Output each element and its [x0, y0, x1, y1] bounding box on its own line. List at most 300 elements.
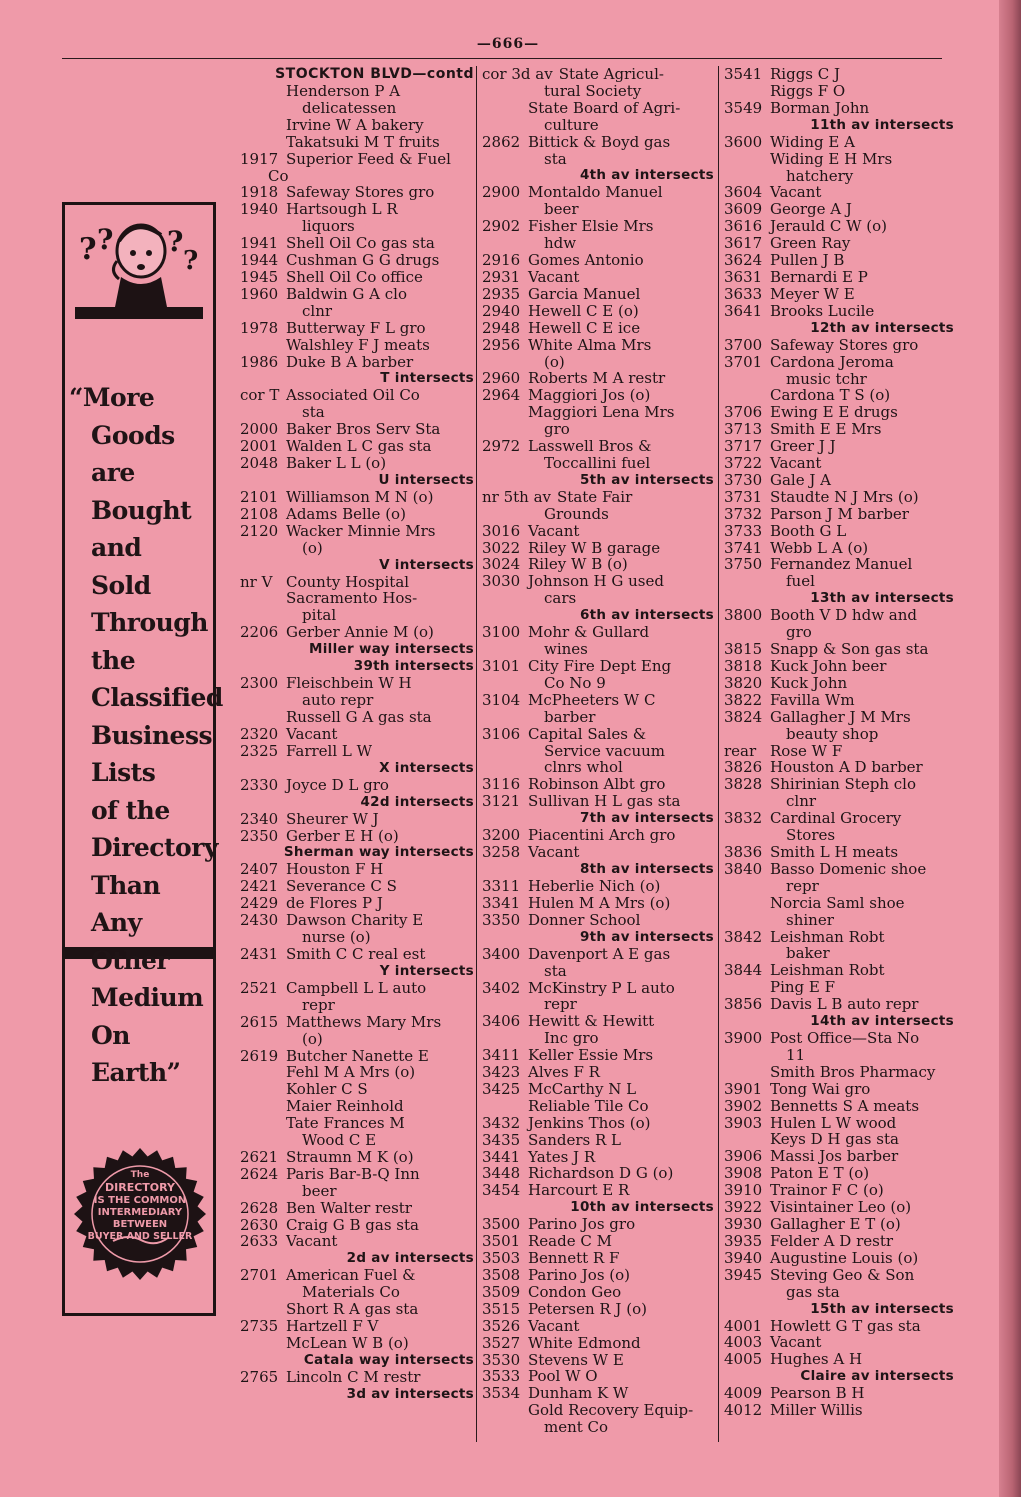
directory-entry: [482, 556, 714, 573]
directory-entry: [724, 286, 954, 303]
directory-entry: [482, 1132, 714, 1149]
directory-entry: [240, 168, 474, 185]
directory-entry: [724, 1216, 954, 1233]
directory-entry: [724, 1250, 954, 1267]
house-number: [482, 506, 528, 523]
house-number: 3508: [482, 1266, 521, 1284]
entry-text: Miller Willis: [770, 1401, 863, 1420]
house-number: 3530: [482, 1350, 521, 1369]
directory-entry: [482, 996, 714, 1013]
directory-entry: [240, 354, 474, 371]
directory-entry: [482, 573, 714, 590]
ad-slogan-line: the: [91, 645, 136, 675]
house-number: 2350: [240, 826, 279, 845]
entry-text: hdw: [544, 234, 577, 253]
directory-entry: [724, 979, 954, 996]
entry-text: Superior Feed & Fuel: [286, 149, 451, 168]
entry-text: Sacramento Hos-: [286, 589, 418, 608]
entry-text: repr: [544, 995, 577, 1014]
house-number: 2430: [240, 911, 279, 930]
directory-entry: [240, 811, 474, 828]
entry-text: Cardinal Grocery: [770, 809, 902, 828]
house-number: [724, 371, 770, 388]
directory-entry: [240, 929, 474, 946]
intersection-heading: X intersects: [379, 759, 474, 776]
ad-slogan-line: Classified: [91, 683, 223, 712]
entry-text: Russell G A gas sta: [286, 708, 432, 726]
directory-entry: [482, 370, 714, 387]
entry-text: Riggs C J: [770, 65, 841, 83]
directory-entry: [482, 675, 714, 692]
entry-text: de Flores P J: [286, 894, 383, 913]
house-number: cor T: [240, 386, 280, 405]
intersection-heading: 9th av intersects: [579, 928, 714, 945]
directory-entry: [482, 878, 714, 895]
entry-text: Keller Essie Mrs: [528, 1046, 654, 1065]
directory-entry: [482, 1267, 714, 1284]
directory-entry: [724, 692, 954, 709]
directory-entry: [240, 303, 474, 320]
entry-text: Wacker Minnie Mrs: [286, 521, 436, 540]
house-number: 3701: [724, 352, 763, 371]
house-number: [482, 151, 528, 168]
directory-entry: [240, 387, 474, 404]
entry-text: Shell Oil Co gas sta: [286, 234, 435, 253]
ad-slogan-line: On: [91, 1020, 130, 1050]
entry-text: Borman John: [770, 98, 870, 117]
directory-entry: [240, 117, 474, 134]
house-number: 1960: [240, 284, 279, 303]
directory-entry: [240, 235, 474, 252]
directory-entry: [724, 438, 954, 455]
entry-text: Co No 9: [544, 673, 606, 692]
entry-text: Shirinian Steph clo: [770, 775, 916, 794]
house-number: 3022: [482, 538, 521, 557]
entry-text: Heberlie Nich (o): [528, 876, 661, 895]
entry-text: Robinson Albt gro: [528, 775, 666, 794]
house-number: [482, 1098, 528, 1115]
entry-text: Hewell C E ice: [528, 318, 641, 337]
directory-entry: [240, 337, 474, 354]
ad-slogan-line: Directory: [91, 833, 218, 862]
directory-entry: [240, 489, 474, 506]
entry-text: Norcia Saml shoe: [770, 893, 905, 912]
house-number: [240, 83, 286, 100]
house-number: 3840: [724, 859, 763, 878]
house-number: 2624: [240, 1164, 279, 1183]
entry-text: Alves F R: [528, 1063, 600, 1082]
entry-text: Steving Geo & Son: [770, 1265, 915, 1284]
ad-slogan-line: Lists: [91, 758, 156, 787]
directory-entry: [724, 506, 954, 523]
directory-entry: [240, 709, 474, 726]
directory-column-2: [482, 66, 714, 1436]
entry-text: Baker L L (o): [286, 454, 387, 473]
house-number: 2521: [240, 978, 279, 997]
house-number: 3832: [724, 809, 763, 828]
entry-text: Vacant: [528, 1316, 580, 1335]
entry-text: Fehl M A Mrs (o): [286, 1063, 416, 1082]
entry-text: delicatessen: [302, 98, 397, 117]
house-number: 4001: [724, 1316, 763, 1335]
house-number: 3722: [724, 454, 763, 473]
house-number: [724, 151, 770, 168]
directory-entry: [482, 489, 714, 506]
directory-entry: [482, 1250, 714, 1267]
entry-text: shiner: [786, 910, 834, 929]
house-number: 2325: [240, 741, 279, 760]
directory-entry: [482, 1030, 714, 1047]
house-number: 2735: [240, 1317, 279, 1336]
directory-entry: [482, 709, 714, 726]
house-number: 3713: [724, 420, 763, 439]
entry-text: Felder A D restr: [770, 1231, 894, 1250]
directory-entry: [724, 912, 954, 929]
house-number: 2960: [482, 369, 521, 388]
directory-entry: [482, 134, 714, 151]
house-number: 4003: [724, 1333, 763, 1352]
directory-entry: [240, 201, 474, 218]
directory-entry: [240, 1200, 474, 1217]
house-number: 2619: [240, 1046, 279, 1065]
house-number: 3624: [724, 251, 763, 270]
house-number: 3836: [724, 842, 763, 861]
house-number: [240, 1081, 286, 1098]
entry-text: Riggs F O: [770, 81, 846, 100]
house-number: 3818: [724, 657, 763, 675]
directory-entry: [724, 472, 954, 489]
house-number: 1941: [240, 234, 279, 253]
directory-entry: [724, 303, 954, 320]
entry-text: Gold Recovery Equip-: [528, 1401, 694, 1420]
house-number: [724, 878, 770, 895]
entry-text: Smith C C real est: [286, 944, 426, 963]
directory-entry: [724, 709, 954, 726]
house-number: 3631: [724, 267, 763, 286]
entry-text: sta: [544, 149, 567, 168]
house-number: [482, 421, 528, 438]
house-number: 1945: [240, 267, 279, 286]
directory-entry: [724, 1030, 954, 1047]
directory-entry: [724, 354, 954, 371]
house-number: 3030: [482, 572, 521, 591]
entry-text: Davenport A E gas: [528, 944, 671, 963]
house-number: [240, 997, 286, 1014]
entry-text: gro: [544, 420, 570, 439]
directory-entry: [482, 1352, 714, 1369]
house-number: 1917: [240, 149, 279, 168]
entry-text: Safeway Stores gro: [286, 183, 435, 202]
directory-entry: [482, 912, 714, 929]
house-number: [240, 929, 286, 946]
directory-entry: [724, 387, 954, 404]
house-number: [240, 540, 286, 557]
directory-entry: [482, 218, 714, 235]
intersection-heading: 11th av intersects: [810, 116, 954, 133]
directory-entry: [240, 1048, 474, 1065]
directory-entry: [240, 1081, 474, 1098]
entry-text: Hughes A H: [770, 1350, 863, 1369]
directory-entry: [482, 624, 714, 641]
entry-text: Stevens W E: [528, 1350, 624, 1369]
ad-slogan-line: Earth”: [91, 1058, 181, 1087]
house-number: 2964: [482, 386, 521, 405]
entry-text: Parson J M barber: [770, 504, 909, 523]
house-number: 3432: [482, 1113, 521, 1132]
entry-text: culture: [544, 115, 599, 134]
directory-entry: [724, 1318, 954, 1335]
directory-entry: [482, 759, 714, 776]
entry-text: Sullivan H L gas sta: [528, 792, 681, 811]
entry-text: Walshley F J meats: [286, 335, 430, 354]
house-number: 2862: [482, 132, 521, 151]
house-number: 3945: [724, 1265, 763, 1284]
house-number: [724, 83, 770, 100]
intersection-heading: V intersects: [379, 556, 474, 573]
entry-text: Gerber Annie M (o): [286, 623, 434, 642]
entry-text: Houston A D barber: [770, 758, 923, 777]
house-number: 3609: [724, 200, 763, 219]
house-number: 3024: [482, 555, 521, 574]
house-number: 2101: [240, 487, 279, 506]
seal-text-line: The: [130, 1170, 150, 1180]
house-number: 3341: [482, 893, 521, 912]
entry-text: Ben Walter restr: [286, 1198, 412, 1217]
entry-text: Ewing E E drugs: [770, 403, 898, 422]
directory-entry: [240, 1166, 474, 1183]
directory-entry: [724, 1148, 954, 1165]
house-number: 3121: [482, 792, 521, 811]
entry-text: Massi Jos barber: [770, 1147, 899, 1166]
house-number: 3731: [724, 487, 763, 506]
house-number: 3730: [724, 470, 763, 489]
thinking-boy-icon: [75, 211, 203, 321]
seal-text-line: INTERMEDIARY: [97, 1207, 183, 1218]
entry-text: McLean W B (o): [286, 1334, 409, 1352]
directory-entry: [240, 1098, 474, 1115]
house-number: [724, 945, 770, 962]
house-number: 3406: [482, 1012, 521, 1031]
entry-text: Joyce D L gro: [286, 775, 389, 794]
intersection-heading: 42d intersects: [360, 793, 474, 810]
directory-entry: [724, 759, 954, 776]
entry-text: Tong Wai gro: [770, 1079, 871, 1098]
directory-entry: [482, 320, 714, 337]
directory-entry: [482, 387, 714, 404]
directory-entry: [724, 810, 954, 827]
directory-entry: [482, 404, 714, 421]
directory-entry: [724, 1131, 954, 1148]
entry-text: Cardona Jeroma: [770, 352, 894, 371]
directory-entry: [482, 641, 714, 658]
ad-slogan-line: Business: [91, 720, 213, 750]
house-number: [240, 692, 286, 709]
entry-text: Campbell L L auto: [286, 978, 427, 997]
house-number: 2320: [240, 724, 279, 743]
entry-text: beer: [302, 1181, 337, 1200]
directory-entry: [482, 1233, 714, 1250]
entry-text: McPheeters W C: [528, 690, 656, 709]
house-number: [482, 996, 528, 1013]
house-number: [240, 337, 286, 354]
directory-entry: [482, 1385, 714, 1402]
directory-entry: [724, 1047, 954, 1064]
entry-text: Tate Frances M: [286, 1114, 405, 1133]
directory-entry: [482, 1182, 714, 1199]
top-rule: [62, 58, 942, 59]
house-number: 3104: [482, 690, 521, 709]
entry-text: repr: [302, 995, 335, 1014]
directory-entry: [482, 1318, 714, 1335]
house-number: 2621: [240, 1147, 279, 1166]
house-number: 3600: [724, 132, 763, 151]
entry-text: Vacant: [528, 267, 580, 286]
directory-entry: [482, 776, 714, 793]
entry-text: State Board of Agri-: [528, 98, 681, 117]
ad-slogan-line: Other: [91, 945, 170, 975]
entry-text: cars: [544, 589, 577, 608]
entry-text: gro: [786, 623, 812, 642]
house-number: [240, 709, 286, 726]
directory-entry: [240, 1217, 474, 1234]
intersection-heading: 7th av intersects: [579, 810, 714, 827]
directory-entry: [482, 793, 714, 810]
entry-text: Smith L H meats: [770, 842, 899, 861]
entry-text: Kohler C S: [286, 1080, 368, 1099]
entry-text: Parino Jos (o): [528, 1266, 631, 1284]
ad-slogan-line: are: [91, 458, 135, 487]
entry-text: Smith Bros Pharmacy: [770, 1062, 936, 1081]
house-number: [240, 168, 268, 185]
entry-text: Severance C S: [286, 877, 397, 896]
intersection-heading: 14th av intersects: [810, 1013, 954, 1030]
directory-entry: [482, 438, 714, 455]
entry-text: Vacant: [770, 1333, 822, 1352]
entry-text: ment Co: [544, 1418, 609, 1437]
directory-entry: [724, 895, 954, 912]
house-number: 3901: [724, 1079, 763, 1098]
directory-entry: [240, 878, 474, 895]
entry-text: clnrs whol: [544, 758, 623, 777]
entry-text: gas sta: [786, 1282, 840, 1301]
street-heading: STOCKTON BLVD—contd: [275, 66, 474, 82]
house-number: 3935: [724, 1231, 763, 1250]
entry-text: Pearson B H: [770, 1384, 865, 1403]
ad-slogan-line: “More: [69, 383, 155, 412]
house-number: 2429: [240, 894, 279, 913]
entry-text: (o): [544, 352, 565, 371]
directory-entry: [482, 895, 714, 912]
entry-text: Brooks Lucile: [770, 301, 875, 320]
house-number: 2206: [240, 623, 279, 642]
directory-entry: [240, 455, 474, 472]
house-number: [482, 743, 528, 760]
house-number: 3700: [724, 335, 763, 354]
house-number: 2701: [240, 1266, 279, 1285]
house-number: [482, 641, 528, 658]
entry-text: Vacant: [286, 724, 338, 743]
directory-entry: [482, 692, 714, 709]
ad-slogan-line: Goods: [91, 420, 175, 450]
entry-text: Greer J J: [770, 437, 836, 456]
intersection-heading: 13th av intersects: [810, 590, 954, 607]
directory-entry: [240, 184, 474, 201]
intersection-heading: U intersects: [378, 471, 474, 488]
directory-entry: [482, 1216, 714, 1233]
directory-entry: [482, 1098, 714, 1115]
directory-entry: [240, 624, 474, 641]
directory-entry: [724, 371, 954, 388]
directory-entry: [724, 1267, 954, 1284]
house-number: 3549: [724, 98, 763, 117]
directory-entry: [482, 66, 714, 83]
entry-text: Sheurer W J: [286, 809, 379, 828]
directory-entry: [240, 607, 474, 624]
house-number: 3100: [482, 623, 521, 642]
directory-entry: [724, 1165, 954, 1182]
entry-text: Widing E H Mrs: [770, 149, 893, 168]
directory-entry: [724, 1115, 954, 1132]
entry-text: Duke B A barber: [286, 352, 414, 371]
house-number: 3016: [482, 521, 521, 540]
house-number: 1978: [240, 318, 279, 337]
house-number: 3908: [724, 1164, 763, 1183]
entry-text: Reliable Tile Co: [528, 1096, 649, 1115]
house-number: 3441: [482, 1147, 521, 1166]
entry-text: Hartsough L R: [286, 200, 398, 219]
intersection-heading: Miller way intersects: [309, 641, 474, 658]
entry-text: Craig G B gas sta: [286, 1215, 419, 1234]
directory-entry: [482, 523, 714, 540]
house-number: [482, 455, 528, 472]
house-number: [240, 100, 286, 117]
directory-entry: [240, 912, 474, 929]
house-number: 3706: [724, 403, 763, 422]
house-number: 3824: [724, 707, 763, 726]
directory-entry: [240, 743, 474, 760]
entry-text: clnr: [786, 792, 817, 811]
entry-text: Donner School: [528, 910, 641, 929]
house-number: [724, 168, 770, 185]
directory-entry: [724, 607, 954, 624]
directory-entry: [482, 269, 714, 286]
entry-text: Parino Jos gro: [528, 1215, 636, 1234]
entry-text: Keys D H gas sta: [770, 1130, 899, 1149]
entry-text: Gallagher E T (o): [770, 1215, 901, 1233]
house-number: 3842: [724, 927, 763, 946]
directory-entry: [724, 827, 954, 844]
directory-entry: [240, 997, 474, 1014]
house-number: 3828: [724, 775, 763, 794]
directory-entry: [482, 1149, 714, 1166]
house-number: 3526: [482, 1316, 521, 1335]
house-number: [240, 1098, 286, 1115]
house-number: 3844: [724, 961, 763, 980]
house-number: [240, 303, 286, 320]
house-number: 3454: [482, 1181, 521, 1200]
entry-text: Takatsuki M T fruits: [286, 132, 440, 151]
directory-entry: [482, 827, 714, 844]
directory-entry: [482, 235, 714, 252]
entry-text: Visintainer Leo (o): [770, 1198, 912, 1217]
house-number: 2916: [482, 251, 521, 270]
directory-entry: [240, 252, 474, 269]
directory-entry: [240, 320, 474, 337]
directory-entry: [724, 252, 954, 269]
directory-entry: [724, 962, 954, 979]
directory-entry: [240, 895, 474, 912]
intersection-heading: 15th av intersects: [810, 1300, 954, 1317]
